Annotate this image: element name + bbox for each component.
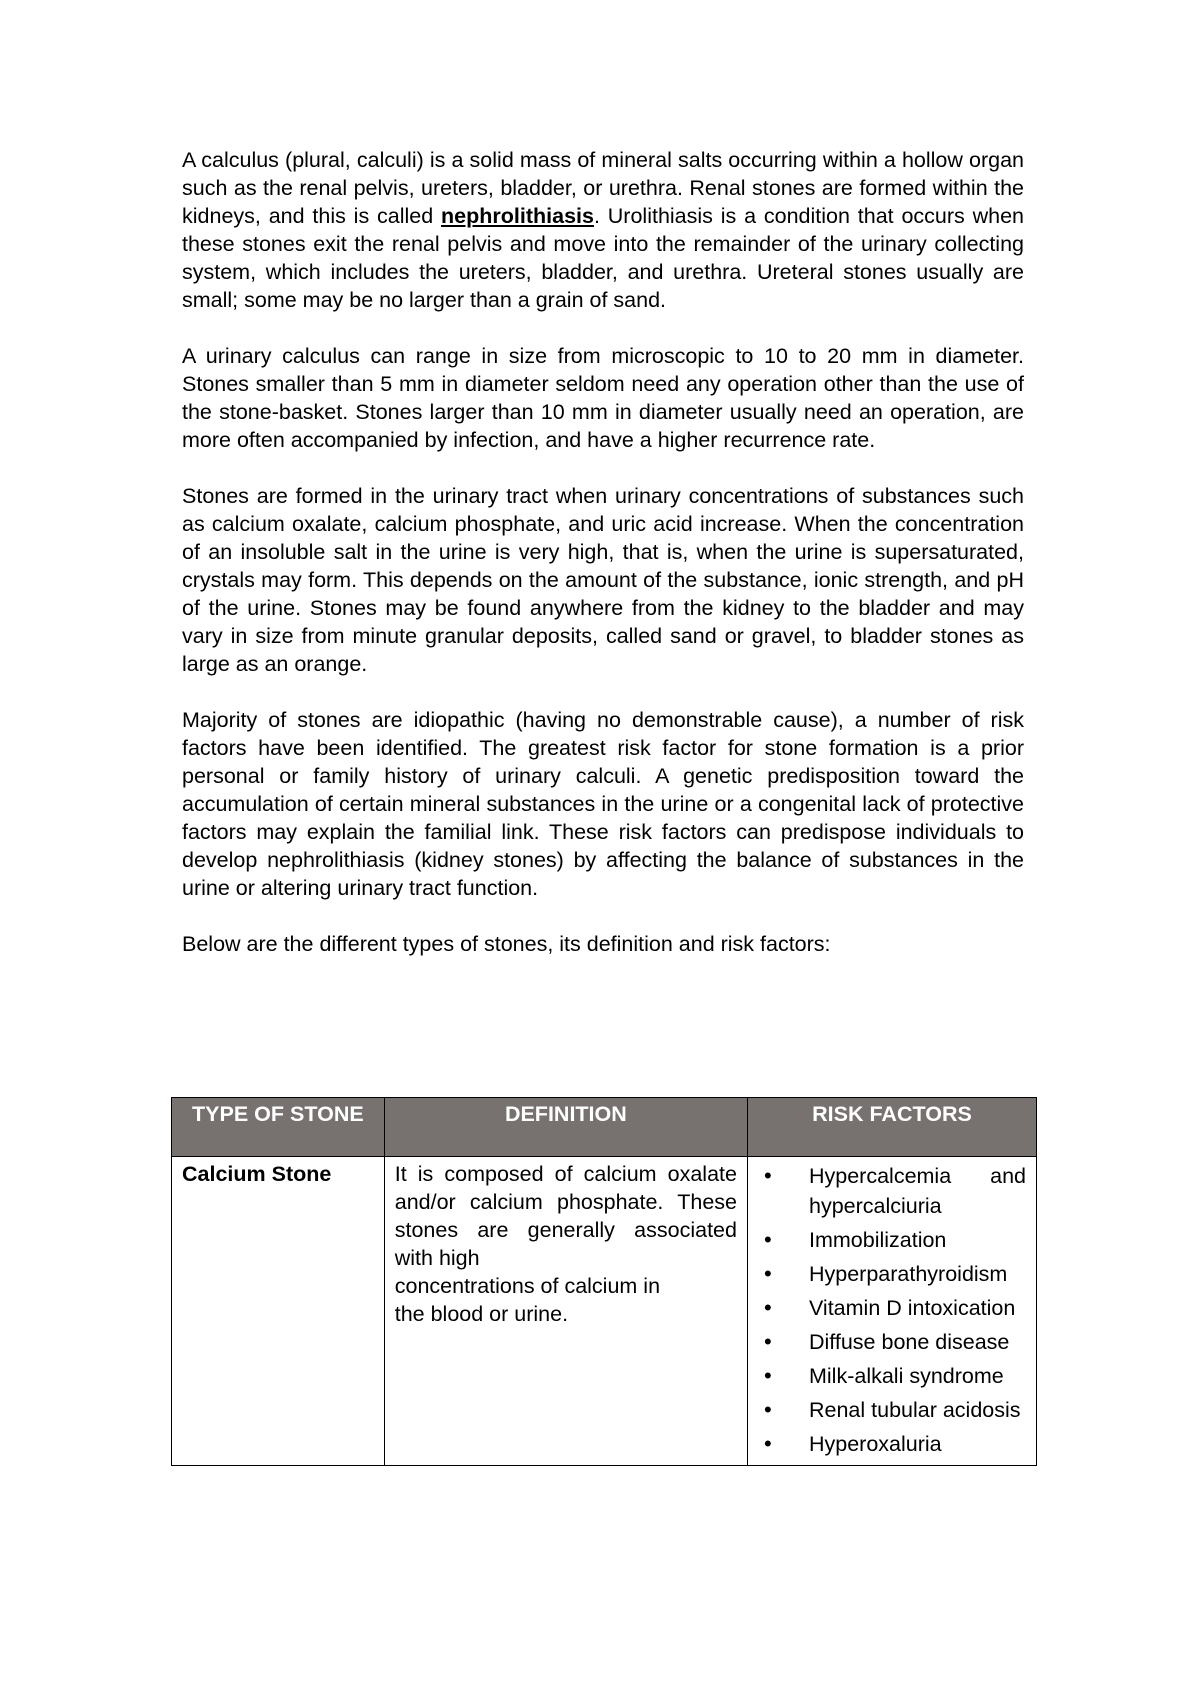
table-header-row [172,1098,1037,1157]
risk-factor-item: • Diffuse bone disease [758,1327,1026,1357]
risk-factors-cell [747,1157,1036,1466]
risk-factor-item: • Hyperoxaluria [758,1429,1026,1459]
risk-factor-item: • Hypercalcemia and hypercalciuria [758,1161,1026,1221]
paragraph-text: A calculus (plural, calculi) is a solid mass of mineral salts occurring within a hollow organ such as the renal pelvis, ureters, bladder, or urethra. Renal stones are formed within the kidneys, and this is called [182,148,1024,228]
definition-text: It is composed of calcium oxalate and/or calcium phosphate. These stones are generally associated with high [394,1162,737,1270]
definition-text: concentrations of calcium in [394,1274,661,1298]
stone-definition-cell [384,1157,747,1466]
header-type-of-stone: TYPE OF STONE [172,1098,385,1157]
risk-factor-item: • Milk-alkali syndrome [758,1361,1026,1391]
risk-factor-list [758,1161,1026,1459]
paragraph-formation: Stones are formed in the urinary tract when urinary concentrations of substances such as calcium oxalate, calcium phosphate, and uric acid increase. When the concentration of an insoluble salt in the urine is very high, that is, when the urine is supersaturated, crystals may form. This depends on the amount of the substance, ionic strength, and pH of the urine. Stones may be found anywhere from the kidney to the bladder and may vary in size from minute granular deposits, called sand or gravel, to bladder stones as large as an orange. [182,484,1024,676]
table-intro: Below are the different types of stones, its definition and risk factors: [182,932,831,956]
paragraph-risk-factors: Majority of stones are idiopathic (having no demonstrable cause), a number of risk factors have been identified. The greatest risk factor for stone formation is a prior personal or family history of urinary calculi. A genetic predisposition toward the accumulation of certain mineral substances in the urine or a congenital lack of protective factors may explain the familial link. These risk factors can predispose individuals to develop nephrolithiasis (kidney stones) by affecting the balance of substances in the urine or altering urinary tract function. [182,708,1024,900]
risk-factor-item: • Renal tubular acidosis [758,1395,1026,1425]
risk-factor-item: • Immobilization [758,1225,1026,1255]
risk-factor-item: • Vitamin D intoxication [758,1293,1026,1323]
document-body [182,146,1024,958]
paragraph-size: A urinary calculus can range in size from microscopic to 10 to 20 mm in diameter. Stones smaller than 5 mm in diameter seldom need any operation other than the use of the stone-basket. Stones larger than 10 mm in diameter usually need an operation, are more often accompanied by infection, and have a higher recurrence rate. [182,344,1024,452]
paragraph-text: . Urolithiasis is a condition that occurs when these stones exit the renal pelvis and move into the remainder of the urinary collecting system, which includes the ureters, bladder, and urethra. Ureteral stones usually are small; some may be no larger than a grain of sand. [182,204,1024,312]
definition-text: the blood or urine. [394,1302,569,1326]
header-risk-factors: RISK FACTORS [747,1098,1036,1157]
paragraph-definition [182,146,1024,314]
header-definition: DEFINITION [384,1098,747,1157]
risk-factor-item: • Hyperparathyroidism [758,1259,1026,1289]
stone-types-table [171,1097,1037,1466]
stone-type-cell: Calcium Stone [172,1157,385,1466]
table-row [172,1157,1037,1466]
term-nephrolithiasis: nephrolithiasis [441,204,594,228]
